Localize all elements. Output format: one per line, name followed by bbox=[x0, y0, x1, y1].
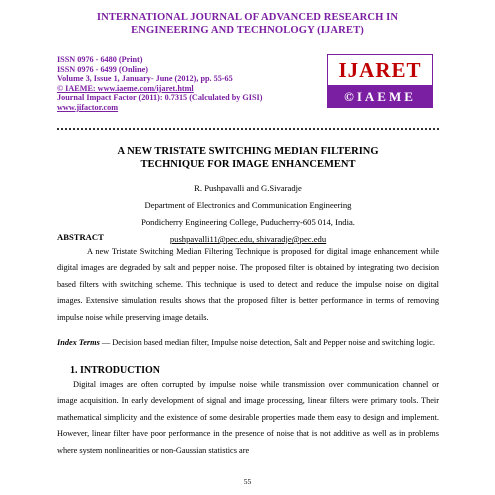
issn-print: ISSN 0976 - 6480 (Print) bbox=[57, 55, 143, 64]
issn-online: ISSN 0976 - 6499 (Online) bbox=[57, 64, 148, 74]
header-divider bbox=[57, 128, 439, 130]
author-emails[interactable]: pushpavalli11@pec.edu, shivaradje@pec.edu bbox=[169, 234, 327, 244]
volume-info: Volume 3, Issue 1, January- June (2012), pp. 55-65 bbox=[57, 74, 233, 84]
paper-title-line2: TECHNIQUE FOR IMAGE ENHANCEMENT bbox=[140, 158, 356, 170]
index-terms-text: — Decision based median filter, Impulse noise detection, Salt and Pepper noise and switching logic. bbox=[99, 338, 435, 347]
department: Department of Electronics and Communication Engineering bbox=[144, 200, 352, 210]
jifactor-link[interactable]: www.jifactor.com bbox=[57, 102, 119, 112]
college: Pondicherry Engineering College, Puducherry-605 014, India. bbox=[141, 217, 355, 227]
paper-title bbox=[57, 146, 439, 171]
authors: R. Pushpavalli and G.Sivaradje bbox=[194, 183, 302, 193]
ijaret-logo bbox=[327, 54, 433, 112]
logo-iaeme-text: ©IAEME bbox=[327, 86, 433, 108]
iaeme-website-link[interactable]: © IAEME: www.iaeme.com/ijaret.html bbox=[57, 83, 194, 93]
abstract-heading: ABSTRACT bbox=[57, 232, 104, 242]
introduction-heading: 1. INTRODUCTION bbox=[70, 365, 161, 376]
journal-title bbox=[40, 11, 455, 37]
introduction-text: Digital images are often corrupted by impulse noise while transmission over communication channel or image acquisition. In early development of signal and image processing, linear filters were primary tools. Their mathematical simplicity and the existence of some desirable properties made them easy to design and implement. However, linear filter have poor performance in the presence of noise that is not additive as well as in problems where system nonlinearities or non-Gaussian statistics are bbox=[57, 380, 439, 455]
abstract-text: A new Tristate Switching Median Filtering Technique is proposed for digital image enhancement while digital images are degraded by salt and pepper noise. The proposed filter is obtained by integrating two decision based filters with switching scheme. This technique is used to detect and reduce the impulse noise on digital images. Extensive simulation results shows that the proposed filter is better performance in terms of removing impulse noise while preserving image details. bbox=[57, 247, 439, 322]
page-number: 55 bbox=[243, 477, 252, 486]
index-terms bbox=[57, 335, 439, 351]
journal-metadata bbox=[57, 55, 327, 113]
journal-title-line2: ENGINEERING AND TECHNOLOGY (IJARET) bbox=[131, 25, 364, 36]
paper-title-line1: A NEW TRISTATE SWITCHING MEDIAN FILTERING bbox=[117, 146, 379, 157]
journal-title-line1: INTERNATIONAL JOURNAL OF ADVANCED RESEARCH IN bbox=[96, 12, 399, 23]
index-terms-label: Index Terms bbox=[57, 338, 100, 347]
impact-factor: Journal Impact Factor (2011): 0.7315 (Calculated by GISI) bbox=[57, 93, 263, 103]
author-block bbox=[57, 180, 439, 248]
logo-ijaret-text: IJARET bbox=[327, 54, 433, 86]
